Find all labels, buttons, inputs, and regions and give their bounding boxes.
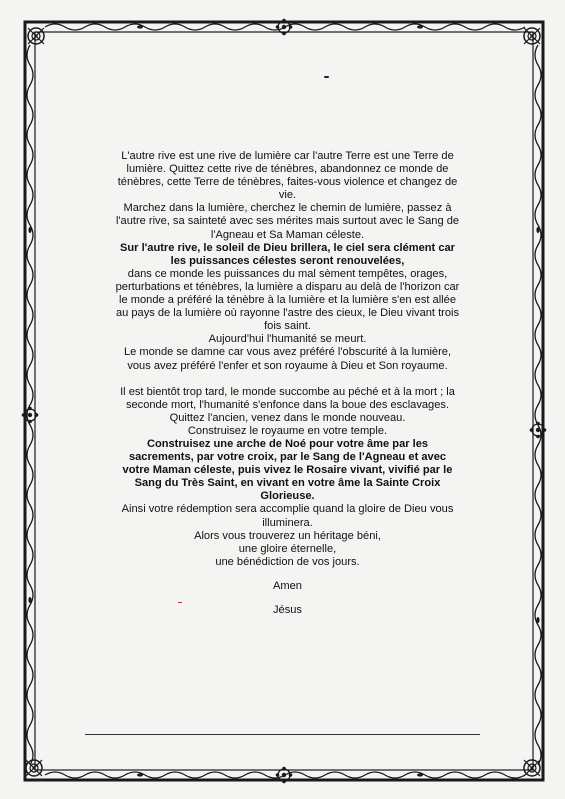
paragraph: dans ce monde les puissances du mal sèment tempêtes, orages, perturbations et ténèbres, la lumière a disparu au delà de l'horizon car le monde a préféré la ténèbre à la lumière et la lumière s'en est allée au pays de la lumière où rayonne l'astre des cieux, le Dieu vivant trois fois saint. [115,267,460,333]
signature: Jésus [273,604,302,616]
paragraph: une gloire éternelle, [238,542,337,555]
paragraph: Le monde se damne car vous avez préféré l'obscurité à la lumière, vous avez préféré l'enfer et son royaume à Dieu et Son royaume. [123,346,452,372]
rosette-icon [28,28,44,44]
rosette-icon [26,760,42,776]
paragraph-gap [115,373,460,386]
paragraph: Aujourd'hui l'humanité se meurt. [208,333,367,346]
bold-paragraph: Sur l'autre rive, le soleil de Dieu brillera, le ciel sera clément car les puissances célestes seront renouvelées, [120,241,455,267]
bold-paragraph: Construisez une arche de Noé pour votre âme par les sacrements, par votre croix, par le Sang de l'Agneau et avec votre Maman céleste, puis vivez le Rosaire vivant, vivifié par le Sang du Très Saint, en vivant en votre âme la Sainte Croix Glorieuse. [122,437,453,503]
paragraph: L'autre rive est une rive de lumière car l'autre Terre est une Terre de lumière. Quittez cette rive de ténèbres, abandonnez ce monde de ténèbres, cette Terre de ténèbres, faites-vous violence et changez de vie. [117,150,458,202]
ink-speck [324,76,329,78]
paragraph: une bénédiction de vos jours. [215,555,360,568]
paragraph: Ainsi votre rédemption sera accomplie quand la gloire de Dieu vous illuminera. [121,503,454,529]
paragraph: Quittez l'ancien, venez dans le monde nouveau. [169,411,406,424]
message-body [115,150,460,617]
amen-line: Amen [273,579,302,592]
paragraph: Alors vous trouverez un héritage béni, [194,529,381,542]
paragraph: Marchez dans la lumière, cherchez le chemin de lumière, passez à l'autre rive, sa sainteté avec ses mérites mais surtout avec le Sang de l'Agneau et Sa Maman céleste. [115,202,460,241]
rosette-icon [524,28,540,44]
footer-rule [85,734,480,735]
paragraph: Il est bientôt trop tard, le monde succombe au péché et à la mort ; la seconde mort, l'humanité s'enfonce dans la boue des esclavages. [120,385,455,411]
rosette-icon [524,760,540,776]
paragraph: Construisez le royaume en votre temple. [187,424,388,437]
